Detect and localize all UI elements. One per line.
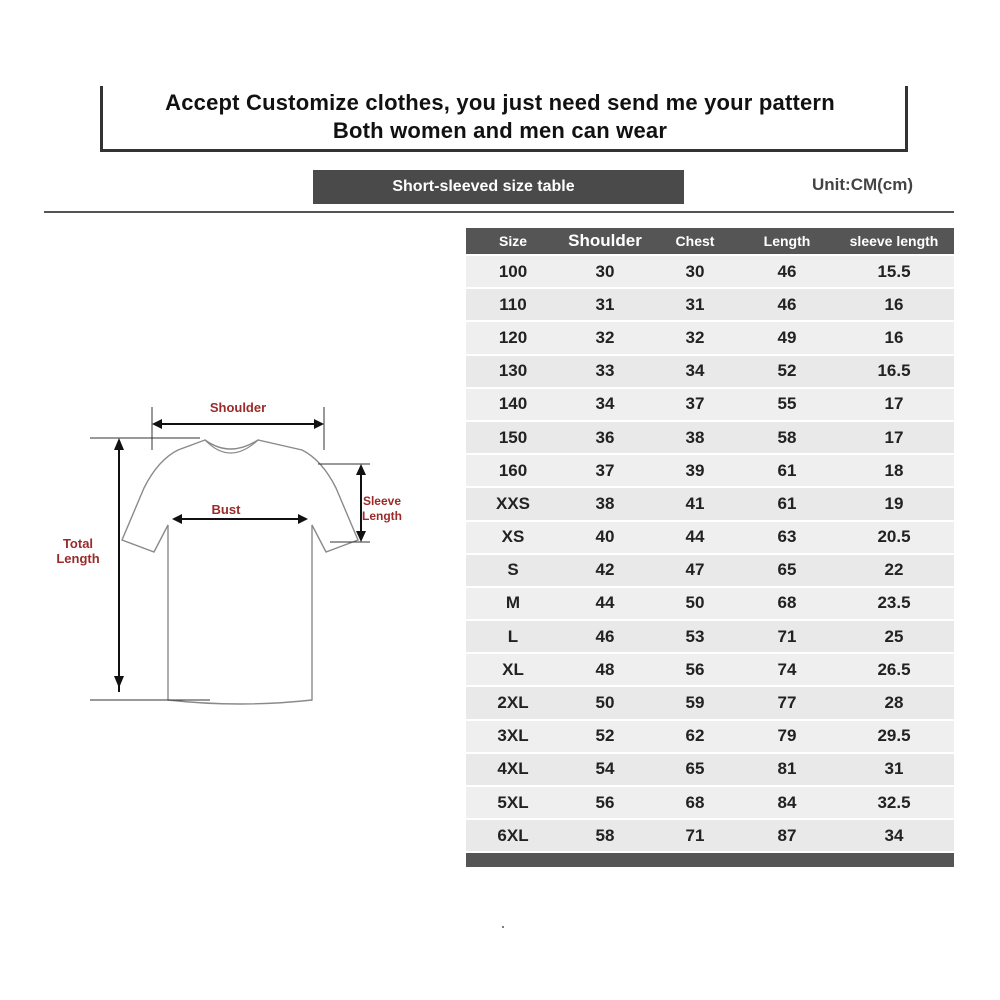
cell-chest: 68 [685, 792, 705, 812]
cell-shoulder: 40 [595, 527, 615, 547]
size-table [466, 228, 954, 867]
cell-chest: 30 [685, 261, 705, 281]
cell-size: 110 [499, 294, 527, 314]
cell-sleeve-length: 19 [884, 493, 904, 513]
cell-chest: 65 [685, 759, 705, 779]
total-label-line-1: Total [62, 536, 94, 551]
cell-size: S [507, 560, 519, 580]
cell-sleeve-length: 15.5 [877, 261, 911, 281]
cell-chest: 32 [685, 327, 705, 347]
cell-sleeve-length: 17 [884, 394, 904, 414]
cell-shoulder: 30 [595, 261, 615, 281]
cell-size: 100 [498, 261, 528, 281]
cell-length: 87 [777, 825, 797, 845]
cell-chest: 39 [685, 460, 705, 480]
cell-chest: 37 [685, 394, 705, 414]
cell-size: M [505, 593, 521, 613]
sleeve-label-line-1: Sleeve [362, 494, 402, 508]
cell-shoulder: 37 [595, 460, 615, 480]
table-row [466, 586, 954, 619]
cell-size: 160 [498, 460, 528, 480]
cell-chest: 71 [685, 825, 705, 845]
headline-line-2: Both women and men can wear [332, 118, 668, 143]
cell-chest: 50 [685, 593, 705, 613]
table-header-row [466, 228, 954, 254]
header-length: Length [763, 233, 811, 249]
cell-size: 5XL [497, 792, 529, 812]
cell-length: 71 [777, 626, 797, 646]
sleeve-label-line-2: Length [362, 509, 402, 523]
cell-size: 2XL [497, 693, 529, 713]
cell-length: 77 [777, 693, 797, 713]
cell-length: 61 [777, 460, 797, 480]
table-row [466, 320, 954, 353]
cell-size: 130 [498, 361, 528, 381]
cell-length: 65 [777, 560, 797, 580]
tshirt-diagram [40, 380, 440, 720]
cell-length: 58 [777, 427, 797, 447]
table-row [466, 785, 954, 818]
table-title: Short-sleeved size table [392, 178, 575, 195]
cell-chest: 31 [685, 294, 705, 314]
table-row [466, 752, 954, 785]
cell-shoulder: 52 [595, 726, 615, 746]
cell-length: 55 [777, 394, 797, 414]
cell-chest: 59 [685, 693, 705, 713]
cell-length: 49 [777, 327, 797, 347]
cell-size: 6XL [497, 825, 529, 845]
cell-length: 52 [777, 361, 797, 381]
table-row [466, 520, 954, 553]
cell-length: 84 [777, 792, 797, 812]
cell-length: 68 [777, 593, 797, 613]
table-row [466, 354, 954, 387]
cell-shoulder: 46 [595, 626, 615, 646]
cell-chest: 38 [685, 427, 705, 447]
shoulder-label: Shoulder [209, 400, 267, 415]
cell-sleeve-length: 25 [884, 626, 904, 646]
table-row [466, 685, 954, 718]
table-row [466, 486, 954, 519]
table-row [466, 453, 954, 486]
cell-shoulder: 34 [595, 394, 615, 414]
header-sleeve-length: sleeve length [849, 233, 939, 249]
headline-line-1: Accept Customize clothes, you just need send me your pattern [165, 90, 835, 115]
cell-length: 46 [777, 294, 797, 314]
cell-sleeve-length: 22 [884, 560, 904, 580]
cell-sleeve-length: 16 [884, 294, 904, 314]
total-label-line-2: Length [56, 551, 100, 566]
cell-size: XL [502, 659, 524, 679]
stray-dot [502, 926, 504, 928]
cell-sleeve-length: 34 [884, 825, 904, 845]
cell-sleeve-length: 16 [884, 327, 904, 347]
cell-chest: 34 [685, 361, 705, 381]
cell-size: 3XL [497, 726, 529, 746]
table-footer-bar [466, 853, 954, 867]
total-length-label [46, 536, 110, 566]
header-chest: Chest [675, 233, 715, 249]
cell-length: 81 [777, 759, 797, 779]
table-row [466, 553, 954, 586]
cell-sleeve-length: 28 [884, 693, 904, 713]
cell-shoulder: 32 [595, 327, 615, 347]
cell-sleeve-length: 32.5 [877, 792, 911, 812]
cell-chest: 44 [685, 527, 705, 547]
cell-size: XS [501, 527, 525, 547]
cell-shoulder: 48 [595, 659, 615, 679]
cell-shoulder: 50 [595, 693, 615, 713]
cell-sleeve-length: 31 [884, 759, 904, 779]
cell-size: L [507, 626, 519, 646]
cell-length: 79 [777, 726, 797, 746]
cell-shoulder: 31 [595, 294, 615, 314]
table-row [466, 818, 954, 851]
cell-shoulder: 58 [595, 825, 615, 845]
cell-shoulder: 54 [595, 759, 615, 779]
cell-shoulder: 38 [595, 493, 615, 513]
cell-sleeve-length: 18 [884, 460, 904, 480]
cell-shoulder: 33 [595, 361, 615, 381]
table-body [466, 254, 954, 851]
cell-chest: 47 [685, 560, 705, 580]
table-row [466, 619, 954, 652]
cell-shoulder: 42 [595, 560, 615, 580]
cell-chest: 62 [685, 726, 705, 746]
cell-sleeve-length: 16.5 [877, 361, 911, 381]
sleeve-length-label [352, 494, 412, 524]
cell-shoulder: 44 [595, 593, 615, 613]
cell-size: XXS [495, 493, 531, 513]
cell-size: 120 [498, 327, 528, 347]
cell-length: 61 [777, 493, 797, 513]
cell-shoulder: 36 [595, 427, 615, 447]
table-row [466, 387, 954, 420]
cell-size: 4XL [497, 759, 529, 779]
divider-line [44, 211, 954, 213]
table-row [466, 254, 954, 287]
cell-sleeve-length: 23.5 [877, 593, 911, 613]
cell-size: 150 [498, 427, 528, 447]
unit-label: Unit:CM(cm) [812, 175, 914, 194]
cell-chest: 41 [685, 493, 705, 513]
table-row [466, 652, 954, 685]
cell-shoulder: 56 [595, 792, 615, 812]
bust-label: Bust [211, 502, 241, 517]
cell-sleeve-length: 20.5 [877, 527, 911, 547]
table-row [466, 287, 954, 320]
cell-chest: 53 [685, 626, 705, 646]
header-shoulder: Shoulder [568, 231, 642, 250]
cell-length: 46 [777, 261, 797, 281]
cell-length: 74 [777, 659, 797, 679]
cell-sleeve-length: 29.5 [877, 726, 911, 746]
table-row [466, 420, 954, 453]
cell-sleeve-length: 17 [884, 427, 904, 447]
cell-chest: 56 [685, 659, 705, 679]
header-size: Size [498, 233, 527, 249]
cell-length: 63 [777, 527, 797, 547]
cell-sleeve-length: 26.5 [877, 659, 911, 679]
table-row [466, 719, 954, 752]
cell-size: 140 [498, 394, 528, 414]
table-title-bar [313, 170, 684, 204]
